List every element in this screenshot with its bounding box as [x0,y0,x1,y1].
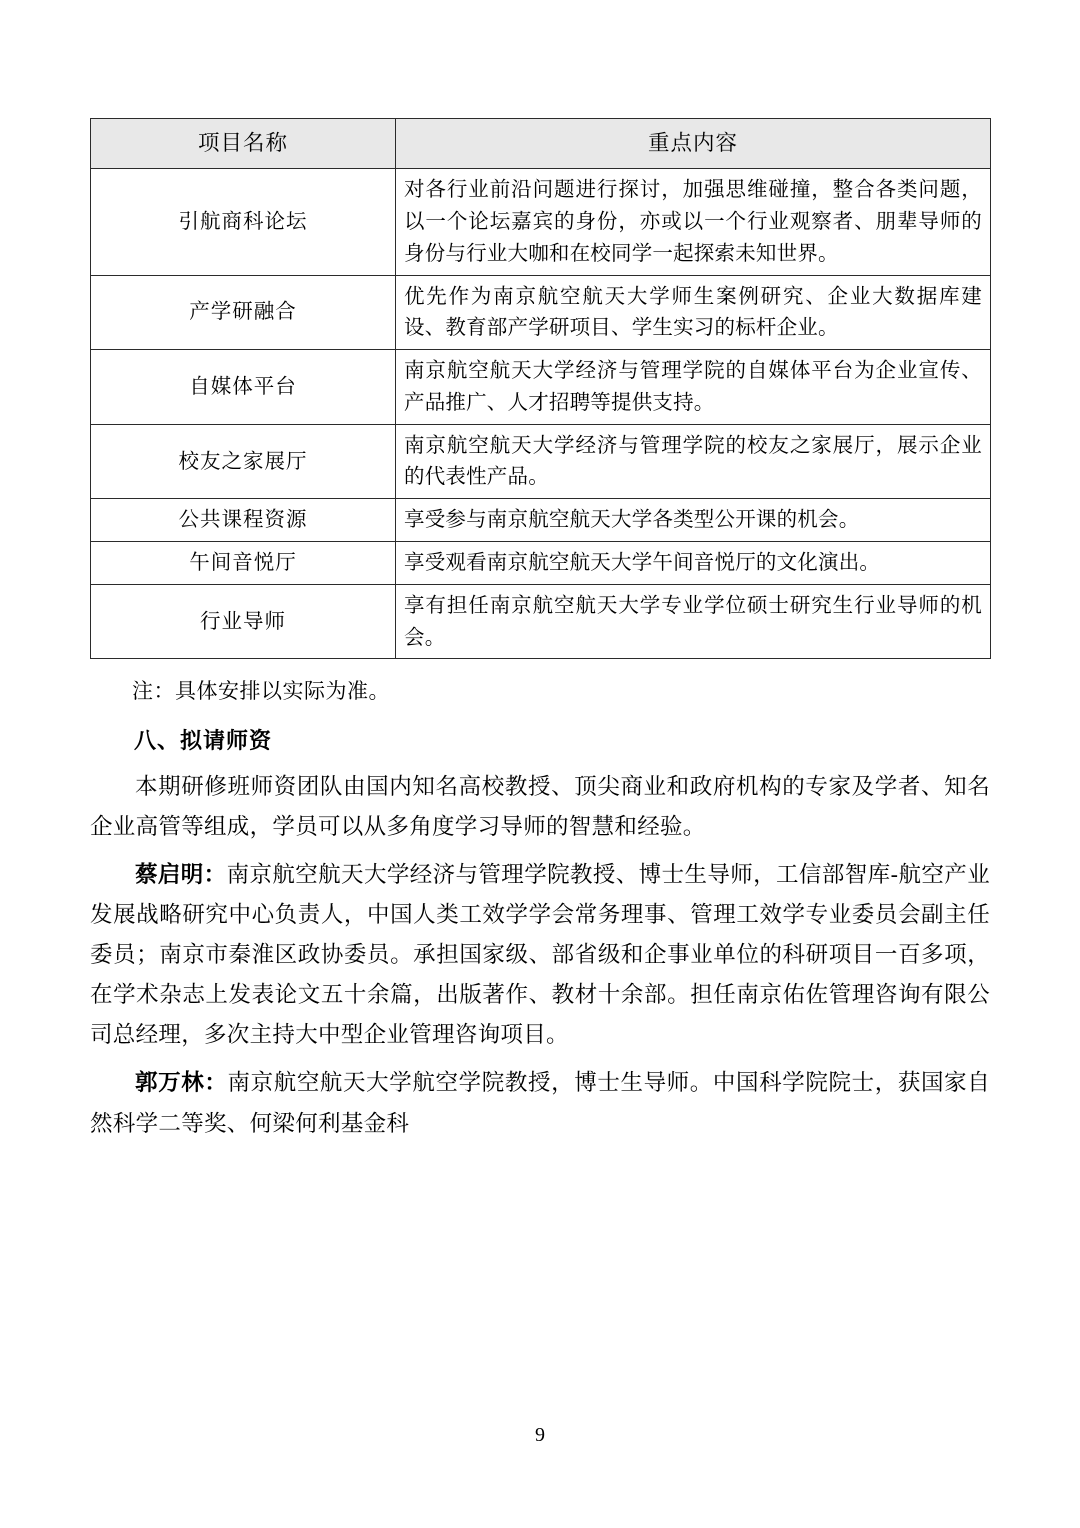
table-cell-name: 午间音悦厅 [91,541,396,584]
table-cell-desc: 优先作为南京航空航天大学师生案例研究、企业大数据库建设、教育部产学研项目、学生实习的标杆企业。 [396,275,991,350]
table-cell-name: 引航商科论坛 [91,169,396,275]
table-cell-desc: 享有担任南京航空航天大学专业学位硕士研究生行业导师的机会。 [396,584,991,659]
section-heading: 八、拟请师资 [134,727,273,754]
table-row [91,541,991,584]
paragraph-lecturer-1 [90,855,990,1055]
table-cell-desc: 对各行业前沿问题进行探讨，加强思维碰撞，整合各类问题，以一个论坛嘉宾的身份，亦或以一个行业观察者、朋辈导师的身份与行业大咖和在校同学一起探索未知世界。 [396,169,991,275]
table-cell-desc: 享受参与南京航空航天大学各类型公开课的机会。 [396,499,991,542]
table-cell-desc: 南京航空航天大学经济与管理学院的校友之家展厅，展示企业的代表性产品。 [396,424,991,499]
table-cell-name: 行业导师 [91,584,396,659]
table-row [91,350,991,425]
table-cell-desc: 享受观看南京航空航天大学午间音悦厅的文化演出。 [396,541,991,584]
table-cell-name: 公共课程资源 [91,499,396,542]
lecturer-bio-1: 南京航空航天大学经济与管理学院教授、博士生导师，工信部智库-航空产业发展战略研究中心负责人，中国人类工效学学会常务理事、管理工效学专业委员会副主任委员；南京市秦淮区政协委员。承担国家级、部省级和企事业单位的科研项目一百多项，在学术杂志上发表论文五十余篇，出版著作、教材十余部。担任南京佑佐管理咨询有限公司总经理，多次主持大中型企业管理咨询项目。 [90,862,990,1049]
column-header-name: 项目名称 [91,119,396,169]
table-row [91,499,991,542]
lecturer-name-2: 郭万林： [135,1070,228,1097]
table-row [91,584,991,659]
table-row [91,424,991,499]
program-benefits-table [90,118,991,659]
lecturer-name-1: 蔡启明： [135,862,227,889]
lecturer-bio-2: 南京航空航天大学航空学院教授，博士生导师。中国科学院院士，获国家自然科学二等奖、何梁何利基金科 [90,1070,990,1137]
table-cell-desc: 南京航空航天大学经济与管理学院的自媒体平台为企业宣传、产品推广、人才招聘等提供支持。 [396,350,991,425]
table-cell-name: 自媒体平台 [91,350,396,425]
table-header-row [91,119,991,169]
table-note: 注：具体安排以实际为准。 [132,679,390,704]
page-content [90,118,990,1144]
table-cell-name: 产学研融合 [91,275,396,350]
table-row [91,169,991,275]
column-header-content: 重点内容 [396,119,991,169]
paragraph-intro: 本期研修班师资团队由国内知名高校教授、顶尖商业和政府机构的专家及学者、知名企业高管等组成，学员可以从多角度学习导师的智慧和经验。 [90,774,990,841]
paragraph-lecturer-2 [90,1063,990,1143]
table-cell-name: 校友之家展厅 [91,424,396,499]
table-row [91,275,991,350]
page-number: 9 [535,1424,545,1446]
